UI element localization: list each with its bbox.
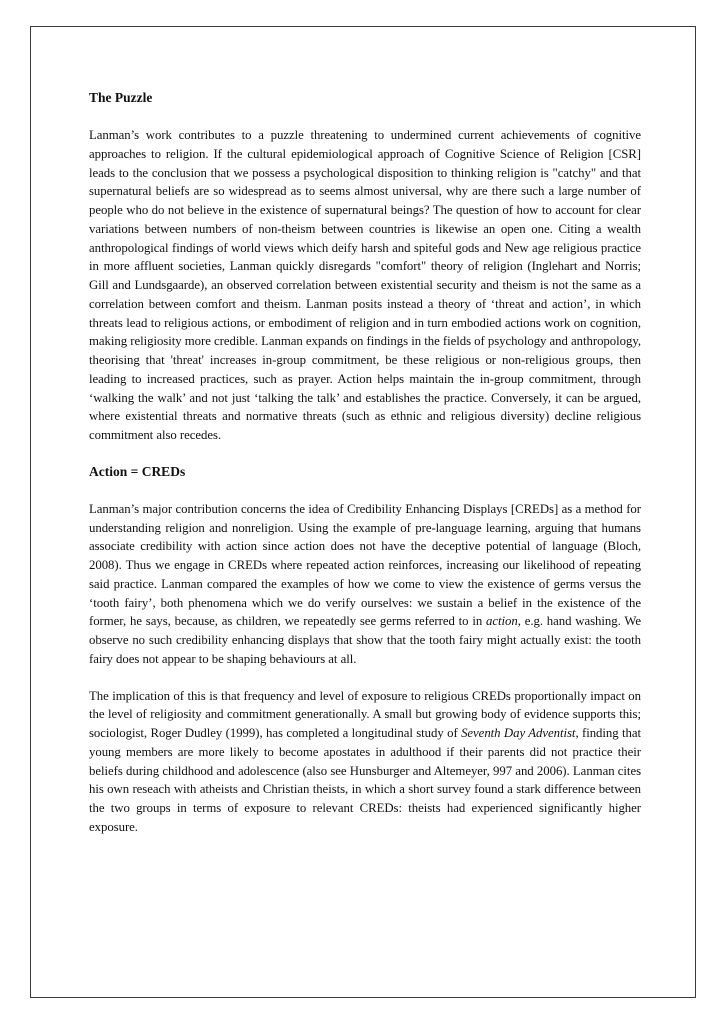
paragraph-creds-1-italic: action (486, 614, 518, 629)
paragraph-creds-1-part-a: Lanman’s major contribution concerns the idea of Credibility Enhancing Displays [CREDs] as a method for understanding religion and nonreligion. Using the example of pre-language learning, arguing that humans associate credibility with action since action does not have the deceptive potential of language (Bloch, 2008). Thus we engage in CREDs where repeated action reinforces, increasing our likelihood of repeating said practice. Lanman compared the examples of how we come to view the existence of germs versus the ‘tooth fairy’, both phenomena which we do verify ourselves: we sustain a belief in the existence of the former, he says, because, as children, we repeatedly see germs referred to in (89, 501, 641, 629)
paragraph-creds-2-part-a: The implication of this is that frequency and level of exposure to religious CREDs proportionally impact on the level of religiosity and commitment generationally. A small but growing body of evidence supports this; sociologist, Roger Dudley (1999), has completed a longitudinal study of (89, 688, 641, 740)
paragraph-creds-1-part-b: , e.g. hand washing. We observe no such credibility enhancing displays that show that the tooth fairy might actually exist: the tooth fairy does not appear to be shaping behaviours at all. (89, 614, 641, 666)
paragraph-creds-1 (89, 500, 641, 669)
paragraph-creds-2-part-b: , finding that young members are more likely to become apostates in adulthood if their parents did not practice their beliefs during childhood and adolescence (also see Hunsburger and Altemeyer, 997 and 2006). Lanman cites his own reseach with atheists and Christian theists, in which a short survey found a stark difference between the two groups in terms of exposure to relevant CREDs: theists had experienced significantly higher exposure. (89, 726, 641, 834)
paragraph-creds-2 (89, 687, 641, 837)
heading-action-creds: Action = CREDs (89, 463, 186, 479)
paragraph-puzzle: Lanman’s work contributes to a puzzle threatening to undermined current achievements of cognitive approaches to religion. If the cultural epidemiological approach of Cognitive Science of Religion [CSR] leads to the conclusion that we possess a psychological disposition to thinking religion is "catchy" and that supernatural beliefs are so widespread as to seems almost universal, why are there such a large number of people who do not believe in the existence of supernatural beings? The question of how to account for clear variations between numbers of non-theism between countries is likewise an open one. Citing a wealth anthropological findings of world views which deify harsh and spiteful gods and New age religious practice in more affluent societies, Lanman quickly disregards "comfort" theory of religion (Inglehart and Norris; Gill and Lundsgaarde), an observed correlation between existential security and theism is not the same as a correlation between comfort and theism. Lanman posits instead a theory of ‘threat and action’, in which threats lead to religious actions, or embodiment of religion and in turn embodied actions work on cognition, making religiosity more credible. Lanman expands on findings in the fields of psychology and anthropology, theorising that 'threat' increases in-group commitment, be these religious or non-religious groups, then leading to increased practices, such as prayer. Action helps maintain the in-group commitment, through ‘walking the walk’ and not just ‘talking the talk’ and establishes the practice. Conversely, it can be argued, where existential threats and normative threats (such as ethnic and religious diversity) decline religious commitment also recedes. (89, 128, 641, 442)
heading-the-puzzle: The Puzzle (89, 90, 153, 105)
paragraph-creds-2-italic: Seventh Day Adventist (461, 726, 576, 740)
document-body (89, 89, 641, 855)
